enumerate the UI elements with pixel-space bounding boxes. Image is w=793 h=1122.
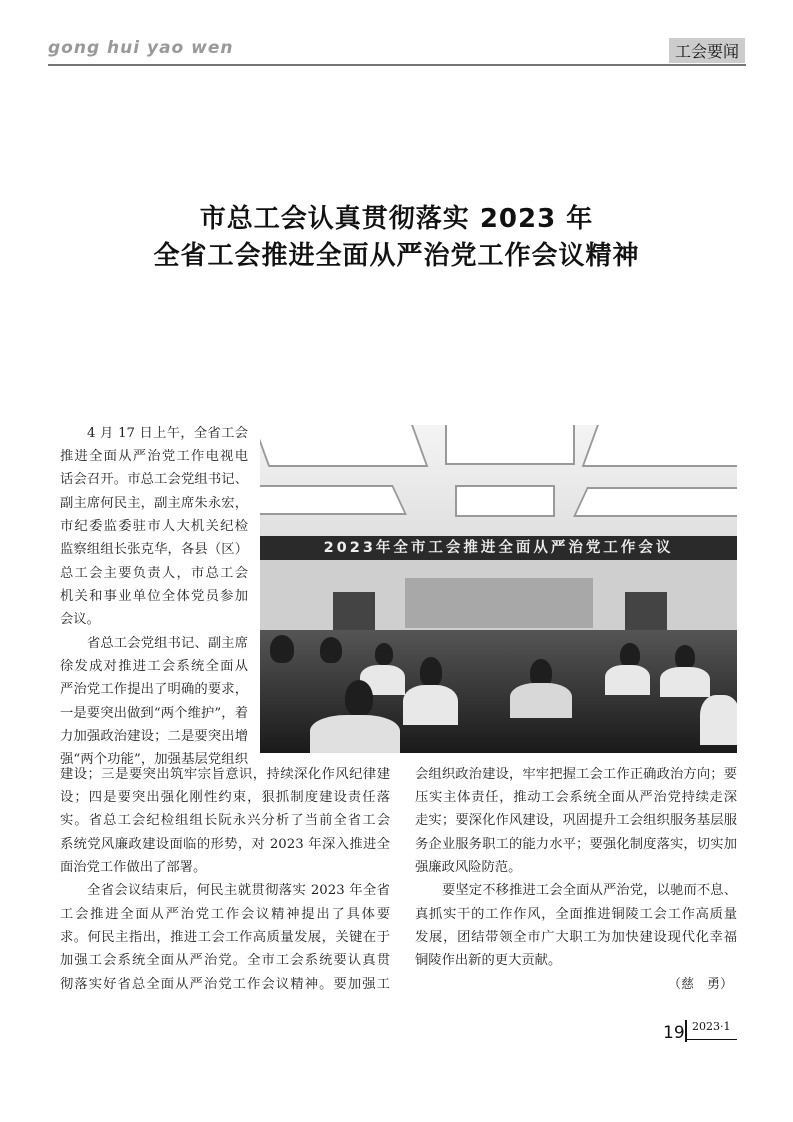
paragraph-line: 总工会主要负责人，市总工会 — [60, 566, 248, 581]
paragraph-line: 徐发成对推进工会系统全面从 — [60, 659, 248, 674]
paragraph-line: 市纪委监委驻市人大机关纪检 — [60, 519, 248, 534]
paragraph-line: 设；四是要突出强化刚性约束，狠抓制度建设责任落 — [60, 790, 390, 805]
paragraph-line: 务企业服务职工的能力水平；要强化制度落实，切实加 — [415, 837, 737, 852]
paragraph-line: 推进全面从严治党工作电视电 — [60, 449, 248, 464]
paragraph-line: 一是要突出做到“两个维护”，着 — [60, 706, 248, 721]
footer-rule — [687, 1039, 737, 1040]
header-rule — [48, 64, 746, 66]
paragraph-line: 力加强政治建设；二是要突出增 — [60, 729, 248, 744]
section-label-en: gong hui yao wen — [48, 38, 234, 58]
page-number: 19 — [663, 1023, 685, 1043]
paragraph-line: 铜陵作出新的更大贡献。 — [415, 953, 562, 968]
paragraph-line: 副主席何民主，副主席朱永宏， — [60, 496, 248, 511]
photo-banner: 2023年全市工会推进全面从严治党工作会议 — [260, 536, 737, 560]
paragraph-line: 走实；要深化作风建设，巩固提升工会组织服务基层服 — [415, 813, 737, 828]
paragraph-line: 话会召开。市总工会党组书记、 — [60, 472, 248, 487]
paragraph-line: 加强工会系统全面从严治党。全市工会系统要认真贯 — [60, 953, 390, 968]
paragraph-line: 监察组组长张克华，各县（区） — [60, 542, 248, 557]
paragraph-line: 彻落实好省总全面从严治党工作会议精神。要加强工 — [60, 977, 390, 992]
paragraph-line: 要坚定不移推进工会全面从严治党，以驰而不息、 — [442, 883, 737, 898]
paragraph-line: 求。何民主指出，推进工会工作高质量发展，关键在于 — [60, 930, 390, 945]
paragraph-line: 建设；三是要突出筑牢宗旨意识，持续深化作风纪律建 — [60, 767, 390, 782]
paragraph-line: 会组织政治建设，牢牢把握工会工作正确政治方向；要 — [415, 767, 737, 782]
paragraph-line: 4 月 17 日上午，全省工会 — [87, 426, 248, 441]
issue-label: 2023·1 — [692, 1020, 731, 1033]
author-byline: （慈 勇） — [668, 977, 734, 992]
paragraph-line: 机关和事业单位全体党员参加 — [60, 589, 248, 604]
paragraph-line: 强“两个功能”，加强基层党组织 — [60, 752, 248, 767]
article-title-line1: 市总工会认真贯彻落实 2023 年 — [199, 204, 594, 234]
paragraph-line: 严治党工作提出了明确的要求， — [60, 682, 248, 697]
paragraph-line: 会议。 — [60, 612, 100, 627]
paragraph-line: 全省会议结束后，何民主就贯彻落实 2023 年全省 — [87, 883, 390, 898]
section-label-cn: 工会要闻 — [669, 38, 745, 63]
paragraph-line: 系统党风廉政建设面临的形势，对 2023 年深入推进全 — [60, 837, 390, 852]
article-title-line2: 全省工会推进全面从严治党工作会议精神 — [153, 241, 640, 271]
paragraph-line: 强廉政风险防范。 — [415, 860, 522, 875]
paragraph-line: 实。省总工会纪检组组长阮永兴分析了当前全省工会 — [60, 813, 390, 828]
paragraph-line: 省总工会党组书记、副主席 — [87, 636, 248, 651]
paragraph-line: 压实主体责任，推动工会系统全面从严治党持续走深 — [415, 790, 737, 805]
paragraph-line: 工会推进全面从严治党工作会议精神提出了具体要 — [60, 907, 390, 922]
meeting-photo — [260, 425, 737, 753]
paragraph-line: 真抓实干的工作作风，全面推进铜陵工会工作高质量 — [415, 907, 737, 922]
paragraph-line: 发展，团结带领全市广大职工为加快建设现代化幸福 — [415, 930, 737, 945]
paragraph-line: 面治党工作做出了部署。 — [60, 860, 207, 875]
